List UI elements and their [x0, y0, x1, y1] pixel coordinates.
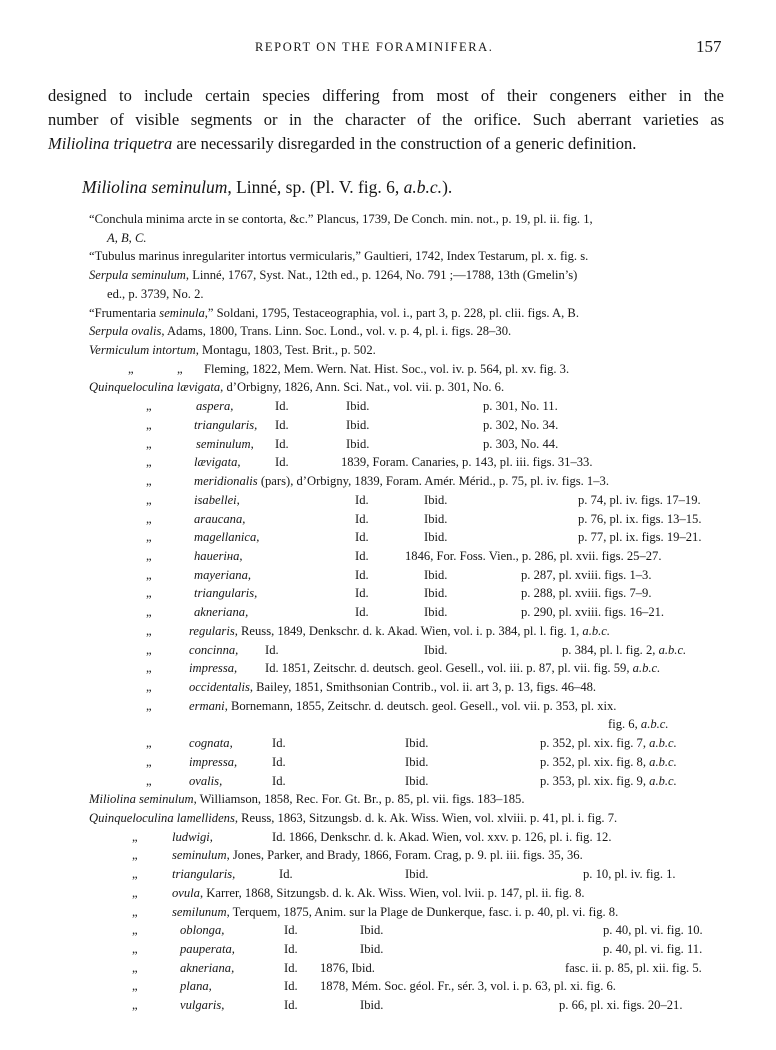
citation: , Karrer, 1868, Sitzungsb. d. k. Ak. Wiss. Wien, vol. lvii. p. 147, pl. ii. fig. 8.	[199, 885, 585, 900]
figure-letters: a.b.c.	[640, 717, 669, 732]
ditto-mark: „	[177, 361, 183, 376]
ditto-mark: „	[146, 511, 152, 526]
work: Ibid.	[405, 867, 429, 882]
citation: , Williamson, 1858, Rec. For. Gt. Br., p. 85, pl. vii. figs. 183–185.	[193, 792, 525, 807]
work: Ibid.	[424, 492, 448, 507]
page-ref: p. 301, No. 11.	[483, 399, 558, 414]
taxon-name: triangularis,	[194, 417, 258, 432]
intro-line	[48, 132, 724, 156]
work: Ibid.	[405, 736, 429, 751]
synonymy-entry	[0, 678, 776, 697]
author: Id.	[284, 960, 298, 975]
taxon-name: Vermiculum intortum	[89, 343, 196, 358]
author: Id.	[279, 867, 293, 882]
taxon-name: ovalis,	[189, 773, 223, 788]
synonymy-entry	[0, 865, 776, 884]
page-ref: p. 40, pl. vi. fig. 11.	[603, 942, 703, 957]
work: Ibid.	[424, 530, 448, 545]
figure-letters: a.b.c.	[649, 736, 677, 751]
synonymy-entry	[0, 210, 776, 229]
page-ref: p. 40, pl. vi. fig. 10.	[603, 923, 703, 938]
citation: 1839, Foram. Canaries, p. 143, pl. iii. figs. 31–33.	[341, 455, 593, 470]
work: Ibid.	[424, 586, 448, 601]
author: Id.	[284, 942, 298, 957]
synonymy-entry	[0, 903, 776, 922]
ditto-mark: „	[146, 586, 152, 601]
ditto-mark: „	[146, 492, 152, 507]
citation: fig. 6,	[608, 717, 641, 732]
species-name: Miliolina seminulum	[82, 177, 228, 197]
taxon-name: ovula	[172, 885, 200, 900]
synonymy-entry	[0, 322, 776, 341]
ditto-mark: „	[146, 417, 152, 432]
work: Ibid.	[360, 998, 384, 1013]
ditto-mark: „	[132, 885, 138, 900]
author: Id.	[272, 736, 286, 751]
ditto-mark: „	[146, 661, 152, 676]
taxon-name: isabellei,	[194, 492, 240, 507]
taxon-name: occidentalis	[189, 679, 250, 694]
synonymy-entry	[0, 491, 776, 510]
taxon-name: seminulum,	[196, 436, 254, 451]
work: Ibid.	[360, 942, 384, 957]
ditto-mark: „	[146, 605, 152, 620]
synonymy-entry	[0, 734, 776, 753]
page-ref: p. 352, pl. xix. fig. 8,	[540, 754, 650, 769]
citation: , Reuss, 1863, Sitzungsb. d. k. Ak. Wiss. Wien, vol. xlviii. p. 41, pl. i. fig. 7.	[234, 811, 618, 825]
synonymy-entry	[0, 659, 776, 678]
synonymy-entry	[0, 416, 776, 435]
synonymy-entry	[0, 304, 776, 323]
author: Id.	[275, 455, 289, 470]
synonymy-entry	[0, 378, 776, 397]
citation: , Montagu, 1803, Test. Brit., p. 502.	[195, 343, 376, 358]
taxon-name: vulgaris,	[180, 998, 225, 1013]
synonymy-entry	[0, 566, 776, 585]
taxon-name: lævigata,	[194, 455, 241, 470]
ditto-mark: „	[146, 754, 152, 769]
taxon-name: aspera,	[196, 399, 234, 414]
synonymy-entry	[0, 846, 776, 865]
citation: , Bornemann, 1855, Zeitschr. d. deutsch. geol. Gesell., vol. vii. p. 353, pl. xix.	[224, 698, 617, 713]
taxon-name: concinna,	[189, 642, 239, 657]
figure-letters: a.b.c.	[649, 773, 677, 788]
page-ref: p. 290, pl. xviii. figs. 16–21.	[521, 605, 665, 620]
species-heading	[82, 177, 452, 198]
taxon-name: pauperata,	[180, 942, 235, 957]
ditto-mark: „	[132, 979, 138, 994]
synonymy-entry	[0, 472, 776, 491]
work: Ibid.	[346, 436, 370, 451]
taxon-name: semilunum	[172, 904, 227, 919]
synonymy-entry	[0, 940, 776, 959]
page-ref: p. 288, pl. xviii. figs. 7–9.	[521, 586, 652, 601]
synonymy-entry	[0, 341, 776, 360]
synonymy-entry	[0, 996, 776, 1015]
work: Ibid.	[346, 417, 370, 432]
synonymy-entry	[0, 453, 776, 472]
work: Ibid.	[346, 399, 370, 414]
taxon-name: seminulum	[172, 848, 227, 863]
page-ref: p. 353, pl. xix. fig. 9,	[540, 773, 650, 788]
species-ref: Miliolina triquetra	[48, 134, 173, 153]
author: Id.	[355, 492, 369, 507]
ditto-mark: „	[146, 474, 152, 489]
synonymy-entry	[0, 397, 776, 416]
ditto-mark: „	[146, 548, 152, 563]
synonymy-entry	[0, 809, 776, 828]
ditto-mark: „	[146, 530, 152, 545]
page-ref: p. 352, pl. xix. fig. 7,	[540, 736, 650, 751]
taxon-name: triangularis,	[194, 586, 258, 601]
page-ref: p. 302, No. 34.	[483, 417, 559, 432]
work: 1876, Ibid.	[320, 960, 375, 975]
taxon-name: Quinqueloculina lævigata	[89, 380, 221, 395]
page-ref: p. 74, pl. iv. figs. 17–19.	[578, 492, 701, 507]
citation: , Terquem, 1875, Anim. sur la Plage de Dunkerque, fasc. i. p. 40, pl. vi. fig. 8.	[226, 904, 619, 919]
ditto-mark: „	[146, 698, 152, 713]
taxon-name: Quinqueloculina lamellidens	[89, 811, 235, 825]
author: Id.	[355, 511, 369, 526]
running-header	[0, 37, 776, 60]
taxon-name: magellanica,	[194, 530, 260, 545]
citation: , Jones, Parker, and Brady, 1866, Foram. Crag, p. 9. pl. iii. figs. 35, 36.	[226, 848, 583, 863]
ditto-mark: „	[146, 679, 152, 694]
citation: 1878, Mém. Soc. géol. Fr., sér. 3, vol. i. p. 63, pl. xi. fig. 6.	[320, 979, 616, 994]
ditto-mark: „	[146, 455, 152, 470]
taxon-name: plana,	[180, 979, 212, 994]
synonymy-entry	[0, 790, 776, 809]
citation: Id. 1851, Zeitschr. d. deutsch. geol. Gesell., vol. iii. p. 87, pl. vii. fig. 59,	[265, 661, 633, 676]
ditto-mark: „	[132, 960, 138, 975]
synonymy-entry	[0, 959, 776, 978]
work: Ibid.	[424, 567, 448, 582]
author: Id.	[355, 605, 369, 620]
figure-letters: a.b.c.	[632, 661, 661, 676]
taxon-name: oblonga,	[180, 923, 225, 938]
work: Ibid.	[424, 605, 448, 620]
synonymy-entry	[0, 772, 776, 791]
ditto-mark: „	[146, 399, 152, 414]
taxon-name: ermani	[189, 698, 225, 713]
citation: , Bailey, 1851, Smithsonian Contrib., vol. ii. art 3, p. 13, figs. 46–48.	[249, 679, 597, 694]
ditto-mark: „	[146, 642, 152, 657]
taxon-name: regularis	[189, 623, 235, 638]
synonymy-entry	[0, 435, 776, 454]
page-ref: p. 66, pl. xi. figs. 20–21.	[559, 998, 683, 1013]
synonymy-entry	[0, 715, 776, 734]
page-ref: fasc. ii. p. 85, pl. xii. fig. 5.	[565, 960, 702, 975]
synonymy-entry	[0, 528, 776, 547]
ditto-mark: „	[128, 361, 134, 376]
author: Id.	[355, 530, 369, 545]
citation: , d’Orbigny, 1826, Ann. Sci. Nat., vol. vii. p. 301, No. 6.	[220, 380, 505, 395]
intro-text: are necessarily disregarded in the construction of a generic definition.	[172, 134, 637, 153]
author: Id.	[272, 773, 286, 788]
work: Ibid.	[424, 511, 448, 526]
synonymy-entry	[0, 641, 776, 660]
taxon-name: triangularis,	[172, 867, 236, 882]
taxon-name: Miliolina seminulum	[89, 792, 194, 807]
author: Id.	[284, 998, 298, 1013]
author: Id.	[355, 567, 369, 582]
page-ref: p. 10, pl. iv. fig. 1.	[583, 867, 676, 882]
author: Id.	[265, 642, 279, 657]
ditto-mark: „	[132, 942, 138, 957]
intro-line: number of visible segments or in the character of the orifice. Such aberrant varieties as	[48, 110, 724, 129]
author: Id.	[355, 548, 369, 563]
taxon-name: akneriana,	[194, 605, 249, 620]
page-ref: p. 76, pl. ix. figs. 13–15.	[578, 511, 702, 526]
synonymy-entry	[0, 360, 776, 379]
citation: , Linné, 1767, Syst. Nat., 12th ed., p. 1264, No. 791 ;—1788, 13th (Gmelin’s)	[185, 268, 578, 283]
intro-paragraph	[48, 84, 724, 156]
figure-letters: a.b.c.	[582, 623, 611, 638]
species-close: ).	[442, 177, 453, 197]
synonymy-entry	[0, 697, 776, 716]
work: Ibid.	[424, 642, 448, 657]
taxon-name: araucana,	[194, 511, 246, 526]
taxon-name: haueriна,	[194, 548, 243, 563]
synonymy-entry	[0, 547, 776, 566]
ditto-mark: „	[132, 923, 138, 938]
taxon-name: cognata,	[189, 736, 233, 751]
entry-text: “Conchula minima arcte in se contorta, &c.” Plancus, 1739, De Conch. min. not., p. 19, pl. ii. fig. 1,	[89, 212, 593, 226]
citation: ,” Soldani, 1795, Testaceographia, vol. i., part 3, p. 228, pl. clii. figs. A, B.	[204, 305, 579, 320]
ditto-mark: „	[132, 848, 138, 863]
synonymy-entry	[0, 285, 776, 304]
synonymy-entry	[0, 603, 776, 622]
taxon-name: ludwigi,	[172, 829, 213, 844]
entry-text: ed., p. 3739, No. 2.	[107, 286, 204, 301]
author: Id.	[355, 586, 369, 601]
synonymy-entry	[0, 622, 776, 641]
taxon-name: mayeriana,	[194, 567, 252, 582]
synonymy-entry	[0, 753, 776, 772]
synonymy-entry	[0, 229, 776, 248]
taxon-name: seminula	[159, 305, 205, 320]
ditto-mark: „	[146, 736, 152, 751]
taxon-name: impressa,	[189, 754, 238, 769]
taxon-name: Serpula seminulum	[89, 268, 186, 283]
page-number: 157	[696, 37, 722, 56]
page-ref: p. 384, pl. l. fig. 2,	[562, 642, 659, 657]
synonymy-entry	[0, 828, 776, 847]
taxon-name: akneriana,	[180, 960, 235, 975]
citation: Fleming, 1822, Mem. Wern. Nat. Hist. Soc., vol. iv. p. 564, pl. xv. fig. 3.	[204, 361, 570, 376]
author: Id.	[284, 923, 298, 938]
work: Ibid.	[360, 923, 384, 938]
running-title: REPORT ON THE FORAMINIFERA.	[255, 40, 494, 54]
work: Ibid.	[405, 773, 429, 788]
ditto-mark: „	[132, 998, 138, 1013]
page-ref: p. 287, pl. xviii. figs. 1–3.	[521, 567, 652, 582]
citation: , Adams, 1800, Trans. Linn. Soc. Lond., vol. v. p. 4, pl. i. figs. 28–30.	[161, 324, 512, 339]
figure-letters: a.b.c.	[649, 754, 677, 769]
intro-line: designed to include certain species differing from most of their congeners either in the	[48, 86, 724, 105]
species-figs: a.b.c.	[403, 177, 443, 197]
citation: 1846, For. Foss. Vien., p. 286, pl. xvii. figs. 25–27.	[405, 548, 662, 563]
ditto-mark: „	[132, 867, 138, 882]
taxon-name: impressa,	[189, 661, 238, 676]
synonymy-entry	[0, 977, 776, 996]
synonymy-entry	[0, 884, 776, 903]
citation: (pars), d’Orbigny, 1839, Foram. Amér. Mérid., p. 75, pl. iv. figs. 1–3.	[257, 474, 609, 489]
author: Id.	[275, 417, 289, 432]
entry-text: “Tubulus marinus inregulariter intortus vermicularis,” Gaultieri, 1742, Index Testarum, pl. x. fig. s.	[89, 249, 589, 264]
synonymy-list	[0, 210, 776, 1015]
figure-letters: a.b.c.	[658, 642, 687, 657]
ditto-mark: „	[132, 829, 138, 844]
synonymy-entry	[0, 510, 776, 529]
synonymy-entry	[0, 584, 776, 603]
author: Id.	[272, 754, 286, 769]
page-ref: p. 77, pl. ix. figs. 19–21.	[578, 530, 702, 545]
synonymy-entry	[0, 266, 776, 285]
taxon-name: meridionalis	[194, 474, 258, 489]
citation: , Reuss, 1849, Denkschr. d. k. Akad. Wien, vol. i. p. 384, pl. l. fig. 1,	[234, 623, 583, 638]
species-author: , Linné, sp. (Pl. V. fig. 6,	[227, 177, 404, 197]
synonymy-entry	[0, 247, 776, 266]
entry-text: A, B, C.	[107, 230, 147, 245]
ditto-mark: „	[146, 773, 152, 788]
ditto-mark: „	[146, 436, 152, 451]
work: Ibid.	[405, 754, 429, 769]
entry-text: “Frumentaria	[89, 305, 160, 320]
taxon-name: Serpula ovalis	[89, 324, 162, 339]
author: Id.	[284, 979, 298, 994]
citation: Id. 1866, Denkschr. d. k. Akad. Wien, vol. xxv. p. 126, pl. i. fig. 12.	[272, 829, 612, 844]
page-ref: p. 303, No. 44.	[483, 436, 559, 451]
ditto-mark: „	[146, 567, 152, 582]
ditto-mark: „	[146, 623, 152, 638]
author: Id.	[275, 399, 289, 414]
ditto-mark: „	[132, 904, 138, 919]
author: Id.	[275, 436, 289, 451]
synonymy-entry	[0, 921, 776, 940]
